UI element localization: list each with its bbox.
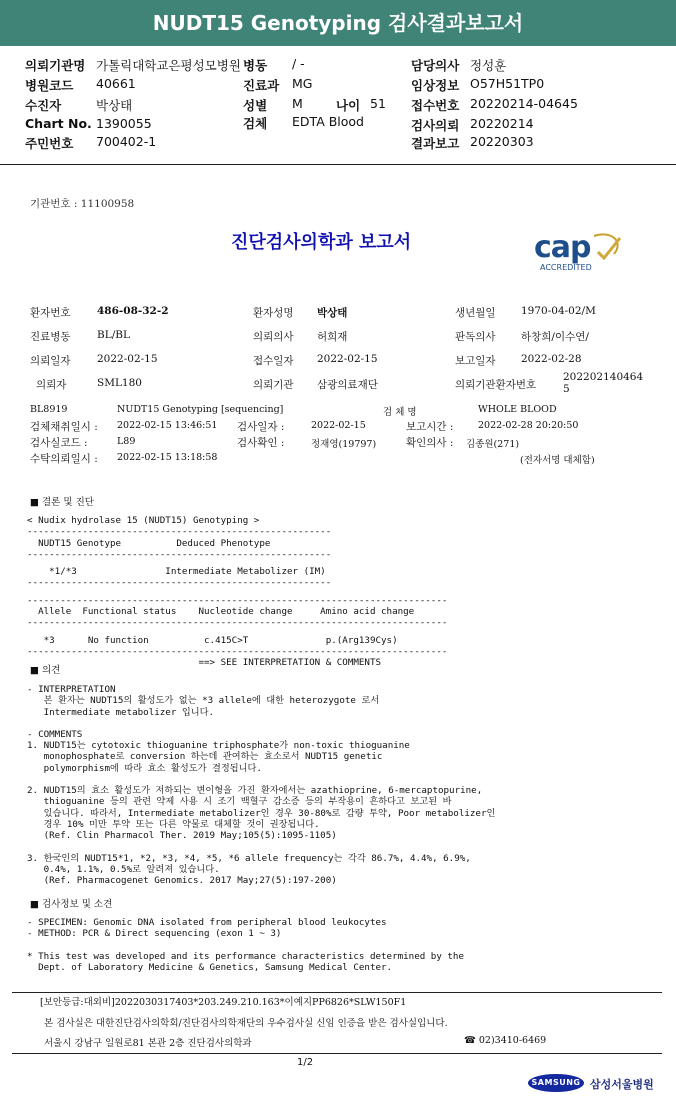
patient-name: 박상태 bbox=[317, 307, 348, 319]
opinion-line bbox=[27, 774, 495, 785]
patient-value-tail: 5 bbox=[563, 383, 570, 395]
patient-value: 2022-02-15 bbox=[317, 353, 378, 365]
test-line-label: 수탁의뢰일시 : bbox=[30, 453, 98, 465]
header-value: 가톨릭대학교은평성모병원 bbox=[96, 58, 241, 73]
cap-accredited-logo bbox=[532, 232, 624, 276]
header-label: 주민번호 bbox=[25, 136, 74, 151]
section-result-title: ■ 결론 및 진단 bbox=[30, 497, 94, 508]
info-line: * This test was developed and its performance characteristics determined by the bbox=[27, 950, 464, 962]
header-value: 700402-1 bbox=[96, 134, 157, 149]
info-line: - SPECIMEN: Genomic DNA isolated from peripheral blood leukocytes bbox=[27, 917, 387, 928]
opinion-line: 있습니다. 따라서, Intermediate metabolizer인 경우 30-80%로 감량 투약, Poor metabolizer인 bbox=[27, 807, 496, 819]
result-line: NUDT15 Genotype Deduced Phenotype bbox=[27, 537, 271, 549]
header-value: MG bbox=[292, 76, 313, 91]
cap-text: cap bbox=[534, 230, 591, 265]
info-block bbox=[27, 917, 464, 973]
patient-label: 생년월일 bbox=[455, 307, 496, 319]
test-line-value: 2022-02-15 13:18:58 bbox=[117, 452, 218, 463]
test-code: BL8919 bbox=[30, 404, 68, 415]
patient-value: 하창희/이수연/ bbox=[521, 331, 589, 343]
patient-value: 2022-02-28 bbox=[521, 353, 582, 365]
result-line: ---------------------------------------------------------------------------- bbox=[27, 645, 448, 657]
section-opinion-title: ■ 의견 bbox=[30, 665, 61, 676]
specimen-label: 검 체 명 bbox=[383, 407, 417, 418]
report-banner-title: NUDT15 Genotyping 검사결과보고서 bbox=[0, 0, 676, 46]
patient-label: 접수일자 bbox=[253, 355, 294, 367]
patient-label: 의뢰기관 bbox=[253, 379, 294, 391]
header-value: 40661 bbox=[96, 76, 136, 91]
opinion-line: polymorphism에 따라 효소 활성도가 결정됩니다. bbox=[27, 762, 262, 774]
test-line-label: 검사일자 : bbox=[237, 421, 285, 433]
opinion-line: 3. 한국인의 NUDT15*1, *2, *3, *4, *5, *6 allele frequency는 각각 86.7%, 4.4%, 6.9%, bbox=[27, 852, 471, 864]
opinion-line: - INTERPRETATION bbox=[27, 684, 116, 695]
institution-number: 기관번호 : 11100958 bbox=[30, 198, 135, 210]
info-line bbox=[27, 940, 464, 951]
patient-label: 보고일자 bbox=[455, 355, 496, 367]
header-value: 20220214 bbox=[470, 116, 534, 131]
header-label: 검체 bbox=[243, 116, 268, 131]
opinion-line: (Ref. Clin Pharmacol Ther. 2019 May;105(5):1095-1105) bbox=[27, 830, 337, 842]
patient-label: 의뢰의사 bbox=[253, 331, 294, 343]
test-line-value: 2022-02-15 bbox=[311, 420, 366, 431]
opinion-line bbox=[27, 718, 495, 729]
info-line: Dept. of Laboratory Medicine & Genetics, Samsung Medical Center. bbox=[27, 961, 393, 973]
header-label: 임상정보 bbox=[411, 78, 460, 93]
patient-value: 1970-04-02/M bbox=[521, 305, 596, 317]
test-line-value: 2022-02-15 13:46:51 bbox=[117, 420, 218, 431]
test-line-label: 검체채취일시 : bbox=[30, 421, 98, 433]
age-label: 나이 bbox=[336, 98, 361, 113]
certification-text: 본 검사실은 대한진단검사의학회/진단검사의학재단의 우수검사실 신임 인증을 받은 검사실입니다. bbox=[44, 1018, 448, 1029]
result-line: ---------------------------------------------------------------------------- bbox=[27, 617, 448, 629]
hospital-name: 삼성서울병원 bbox=[590, 1078, 654, 1091]
e-signature-note: (전자서명 대체함) bbox=[520, 455, 595, 466]
test-line-label: 검사확인 : bbox=[237, 437, 285, 449]
specimen-value: WHOLE BLOOD bbox=[478, 404, 557, 415]
patient-label: 판독의사 bbox=[455, 331, 496, 343]
header-label: 접수번호 bbox=[411, 98, 460, 113]
opinion-line: monophosphate로 conversion 하는데 관여하는 효소로서 NUDT15 genetic bbox=[27, 751, 383, 763]
test-name: NUDT15 Genotyping [sequencing] bbox=[117, 404, 284, 415]
cap-accredited-text: ACCREDITED bbox=[540, 263, 592, 272]
result-line: ------------------------------------------------------- bbox=[27, 577, 332, 589]
samsung-logo bbox=[528, 1074, 584, 1092]
opinion-line: 0.4%, 1.1%, 0.5%로 알려져 있습니다. bbox=[27, 863, 220, 875]
test-line-label: 보고시간 : bbox=[406, 421, 454, 433]
header-label: 검사의뢰 bbox=[411, 118, 460, 133]
opinion-line: 경우 10% 미만 투약 또는 다른 약물로 대체할 것이 권장됩니다. bbox=[27, 818, 320, 830]
patient-label: 진료병동 bbox=[30, 331, 71, 343]
header-label: 수진자 bbox=[25, 98, 62, 113]
patient-value: 202202140464 bbox=[563, 371, 644, 383]
opinion-line: - COMMENTS bbox=[27, 728, 83, 740]
header-value: 박상태 bbox=[96, 98, 133, 113]
opinion-line: 본 환자는 NUDT15의 활성도가 없는 *3 allele에 대한 heterozygote 로서 bbox=[27, 695, 380, 707]
test-line-label: 검사실코드 : bbox=[30, 437, 88, 449]
patient-value: 삼광의료재단 bbox=[317, 379, 378, 391]
result-line: < Nudix hydrolase 15 (NUDT15) Genotyping > bbox=[27, 515, 260, 526]
header-label: 담당의사 bbox=[411, 58, 460, 73]
result-line: ==> SEE INTERPRETATION & COMMENTS bbox=[27, 657, 382, 669]
opinion-line: 1. NUDT15는 cytotoxic thioguanine triphosphate가 non-toxic thioguanine bbox=[27, 740, 410, 752]
opinion-line: thioguanine 등의 관련 약제 사용 시 조기 백혈구 감소증 등의 부작용이 흔하다고 보고된 바 bbox=[27, 796, 452, 808]
header-value: 정성훈 bbox=[470, 58, 507, 73]
opinion-line: (Ref. Pharmacogenet Genomics. 2017 May;27(5):197-200) bbox=[27, 875, 337, 887]
header-value: O57H51TP0 bbox=[470, 76, 545, 91]
test-line-label: 확인의사 : bbox=[406, 437, 454, 449]
patient-value: 2022-02-15 bbox=[97, 353, 158, 365]
result-block bbox=[27, 515, 447, 669]
opinion-line: Intermediate metabolizer 입니다. bbox=[27, 706, 215, 718]
section-info-title: ■ 검사정보 및 소견 bbox=[30, 899, 113, 910]
header-value: EDTA Blood bbox=[292, 114, 364, 129]
header-label: 진료과 bbox=[243, 78, 280, 93]
header-label: 의뢰기관명 bbox=[25, 58, 86, 73]
patient-label: 환자성명 bbox=[253, 307, 294, 319]
opinion-block bbox=[27, 684, 495, 886]
age-value: 51 bbox=[370, 96, 386, 111]
test-line-value: 2022-02-28 20:20:50 bbox=[478, 420, 579, 431]
result-line: *3 No function c.415C>T p.(Arg139Cys) bbox=[27, 634, 398, 646]
header-label: 병원코드 bbox=[25, 78, 74, 93]
result-line: Allele Functional status Nucleotide change Amino acid change bbox=[27, 606, 415, 618]
patient-label: 환자번호 bbox=[30, 307, 71, 319]
result-line: ------------------------------------------------------- bbox=[27, 548, 332, 560]
page-number: 1/2 bbox=[297, 1057, 314, 1068]
result-line: ------------------------------------------------------- bbox=[27, 526, 332, 538]
header-value: M bbox=[292, 96, 303, 111]
address-text: 서울시 강남구 일원로81 본관 2층 진단검사의학과 bbox=[44, 1038, 252, 1049]
header-value: / - bbox=[292, 56, 305, 71]
patient-number: 486-08-32-2 bbox=[97, 305, 169, 317]
samsung-logo-text: SAMSUNG bbox=[531, 1078, 581, 1087]
security-line: [보안등급:대외비]2022030317403*203.249.210.163*이예지PP6826*SLW150F1 bbox=[40, 997, 407, 1008]
header-label: 병동 bbox=[243, 58, 268, 73]
header-value: 20220214-04645 bbox=[470, 96, 578, 111]
patient-label: 의뢰기관환자번호 bbox=[455, 379, 537, 391]
patient-value: SML180 bbox=[97, 377, 142, 389]
opinion-line: 2. NUDT15의 효소 활성도가 저하되는 변이형을 가진 환자에서는 azathioprine, 6-mercaptopurine, bbox=[27, 785, 483, 797]
phone-text: ☎ 02)3410-6469 bbox=[464, 1035, 547, 1046]
header-value: 1390055 bbox=[96, 116, 152, 131]
patient-label: 의뢰자 bbox=[36, 379, 67, 391]
test-line-value: 정재영(19797) bbox=[311, 439, 377, 450]
info-line: - METHOD: PCR & Direct sequencing (exon 1 ~ 3) bbox=[27, 928, 282, 940]
header-label: 성별 bbox=[243, 98, 268, 113]
report-title: 진단검사의학과 보고서 bbox=[231, 232, 412, 253]
result-line: ---------------------------------------------------------------------------- bbox=[27, 594, 448, 606]
result-line: *1/*3 Intermediate Metabolizer (IM) bbox=[27, 566, 326, 578]
opinion-line bbox=[27, 842, 495, 853]
test-line-value: L89 bbox=[117, 436, 136, 447]
patient-value: BL/BL bbox=[97, 329, 130, 341]
header-divider bbox=[0, 164, 676, 165]
header-value: 20220303 bbox=[470, 134, 534, 149]
patient-value: 허희재 bbox=[317, 331, 348, 343]
header-label: Chart No. bbox=[25, 116, 92, 131]
patient-label: 의뢰일자 bbox=[30, 355, 71, 367]
test-line-value: 김종원(271) bbox=[466, 439, 520, 450]
header-label: 결과보고 bbox=[411, 136, 460, 151]
